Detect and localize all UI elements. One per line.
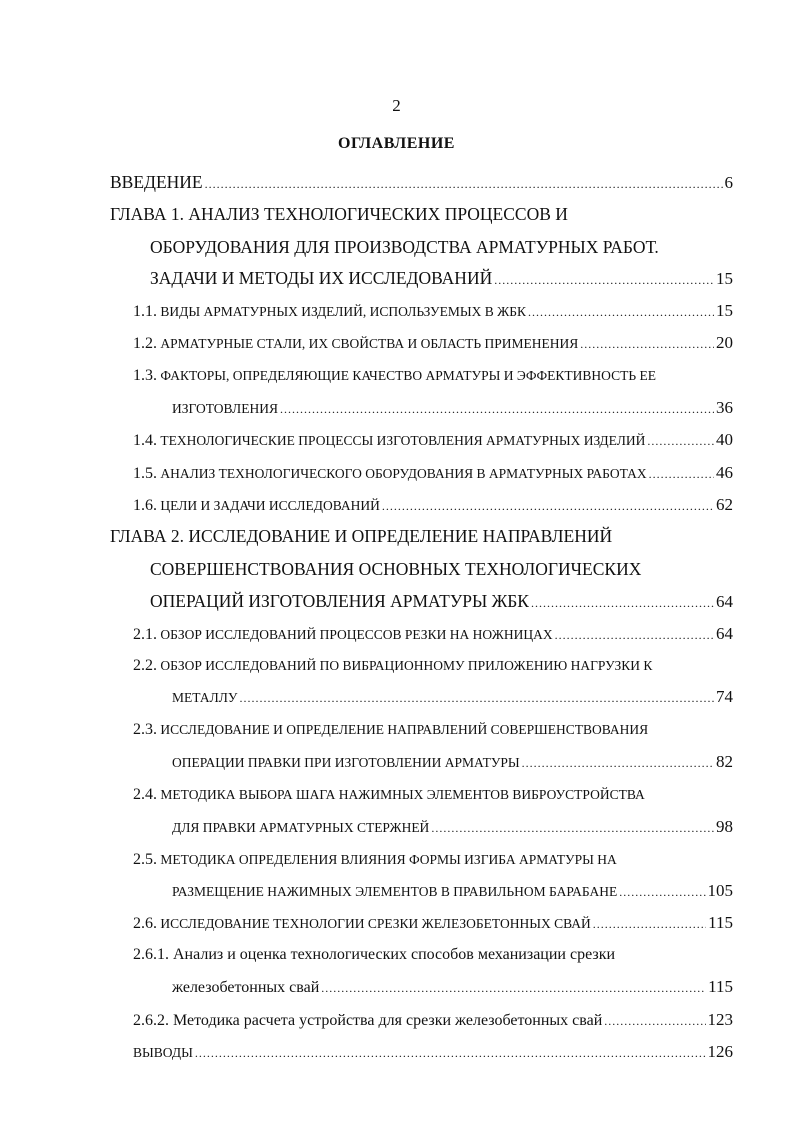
page-number: 2: [392, 96, 401, 115]
leader-dots: [195, 1041, 706, 1065]
toc-section-2-3-line-1[interactable]: 2.3. ИССЛЕДОВАНИЕ И ОПРЕДЕЛЕНИЕ НАПРАВЛЕНИЙ СОВЕРШЕНСТВОВАНИЯ: [133, 721, 649, 738]
leader-dots: [555, 623, 714, 647]
toc-section-2-6-2[interactable]: 2.6.2. Методика расчета устройства для срезки железобетонных свай ..... 123: [133, 1008, 733, 1032]
leader-dots: [649, 462, 714, 486]
toc-section-2-3[interactable]: ОПЕРАЦИИ ПРАВКИ ПРИ ИЗГОТОВЛЕНИИ АРМАТУРЫ ..... 82: [172, 750, 733, 774]
leader-dots: [321, 976, 706, 1000]
leader-dots: [239, 686, 714, 710]
leader-dots: [280, 397, 714, 421]
toc-section-1-6[interactable]: 1.6. ЦЕЛИ И ЗАДАЧИ ИССЛЕДОВАНИЙ ..... 62: [133, 493, 733, 517]
leader-dots: [494, 268, 714, 292]
toc-section-2-5-line-1[interactable]: 2.5. МЕТОДИКА ОПРЕДЕЛЕНИЯ ВЛИЯНИЯ ФОРМЫ ИЗГИБА АРМАТУРЫ НА: [133, 851, 617, 868]
leader-dots: [593, 912, 706, 936]
toc-chapter-1-line-2[interactable]: ОБОРУДОВАНИЯ ДЛЯ ПРОИЗВОДСТВА АРМАТУРНЫХ РАБОТ.: [150, 237, 659, 257]
leader-dots: [647, 429, 714, 453]
leader-dots: [382, 494, 714, 518]
toc-section-1-5[interactable]: 1.5. АНАЛИЗ ТЕХНОЛОГИЧЕСКОГО ОБОРУДОВАНИЯ В АРМАТУРНЫХ РАБОТАХ ..... 46: [133, 461, 733, 485]
leader-dots: [531, 591, 714, 615]
toc-entry-intro[interactable]: ВВЕДЕНИЕ ..... 6: [110, 170, 733, 194]
toc-section-1-2[interactable]: 1.2. АРМАТУРНЫЕ СТАЛИ, ИХ СВОЙСТВА И ОБЛАСТЬ ПРИМЕНЕНИЯ ..... 20: [133, 331, 733, 355]
leader-dots: [431, 816, 714, 840]
leader-dots: [528, 300, 714, 324]
toc-section-2-6-1[interactable]: железобетонных свай ..... 115: [172, 975, 733, 999]
toc-chapter-2-line-1[interactable]: ГЛАВА 2. ИССЛЕДОВАНИЕ И ОПРЕДЕЛЕНИЕ НАПРАВЛЕНИЙ: [110, 526, 613, 546]
toc-section-2-4[interactable]: ДЛЯ ПРАВКИ АРМАТУРНЫХ СТЕРЖНЕЙ ..... 98: [172, 815, 733, 839]
toc-section-2-5[interactable]: РАЗМЕЩЕНИЕ НАЖИМНЫХ ЭЛЕМЕНТОВ В ПРАВИЛЬНОМ БАРАБАНЕ ..... 105: [172, 879, 733, 903]
leader-dots: [604, 1009, 705, 1033]
toc-section-2-4-line-1[interactable]: 2.4. МЕТОДИКА ВЫБОРА ШАГА НАЖИМНЫХ ЭЛЕМЕНТОВ ВИБРОУСТРОЙСТВА: [133, 786, 645, 803]
page-title: ОГЛАВЛЕНИЕ: [338, 135, 455, 152]
toc-section-1-3-line-1[interactable]: 1.3. ФАКТОРЫ, ОПРЕДЕЛЯЮЩИЕ КАЧЕСТВО АРМАТУРЫ И ЭФФЕКТИВНОСТЬ ЕЕ: [133, 367, 656, 384]
toc-section-2-6[interactable]: 2.6. ИССЛЕДОВАНИЕ ТЕХНОЛОГИИ СРЕЗКИ ЖЕЛЕЗОБЕТОННЫХ СВАЙ ..... 115: [133, 911, 733, 935]
leader-dots: [522, 751, 714, 775]
toc-chapter-2[interactable]: ОПЕРАЦИЙ ИЗГОТОВЛЕНИЯ АРМАТУРЫ ЖБК ..... 64: [150, 589, 733, 613]
toc-section-2-1[interactable]: 2.1. ОБЗОР ИССЛЕДОВАНИЙ ПРОЦЕССОВ РЕЗКИ НА НОЖНИЦАХ ..... 64: [133, 622, 733, 646]
toc-section-1-3[interactable]: ИЗГОТОВЛЕНИЯ ..... 36: [172, 396, 733, 420]
leader-dots: [580, 332, 714, 356]
toc-section-1-1[interactable]: 1.1. ВИДЫ АРМАТУРНЫХ ИЗДЕЛИЙ, ИСПОЛЬЗУЕМЫХ В ЖБК ..... 15: [133, 299, 733, 323]
toc-chapter-2-line-2[interactable]: СОВЕРШЕНСТВОВАНИЯ ОСНОВНЫХ ТЕХНОЛОГИЧЕСКИХ: [150, 559, 642, 579]
leader-dots: [205, 172, 723, 196]
toc-section-2-6-1-line-1[interactable]: 2.6.1. Анализ и оценка технологических способов механизации срезки: [133, 946, 616, 963]
toc-section-2-2[interactable]: МЕТАЛЛУ ..... 74: [172, 685, 733, 709]
toc-chapter-1-line-1[interactable]: ГЛАВА 1. АНАЛИЗ ТЕХНОЛОГИЧЕСКИХ ПРОЦЕССОВ И: [110, 204, 568, 224]
toc-entry-conclusions[interactable]: ВЫВОДЫ ..... 126: [133, 1040, 733, 1064]
toc-section-1-4[interactable]: 1.4. ТЕХНОЛОГИЧЕСКИЕ ПРОЦЕССЫ ИЗГОТОВЛЕНИЯ АРМАТУРНЫХ ИЗДЕЛИЙ ..... 40: [133, 428, 733, 452]
toc-chapter-1[interactable]: ЗАДАЧИ И МЕТОДЫ ИХ ИССЛЕДОВАНИЙ ..... 15: [150, 266, 733, 290]
leader-dots: [619, 880, 705, 904]
toc-section-2-2-line-1[interactable]: 2.2. ОБЗОР ИССЛЕДОВАНИЙ ПО ВИБРАЦИОННОМУ ПРИЛОЖЕНИЮ НАГРУЗКИ К: [133, 657, 653, 674]
